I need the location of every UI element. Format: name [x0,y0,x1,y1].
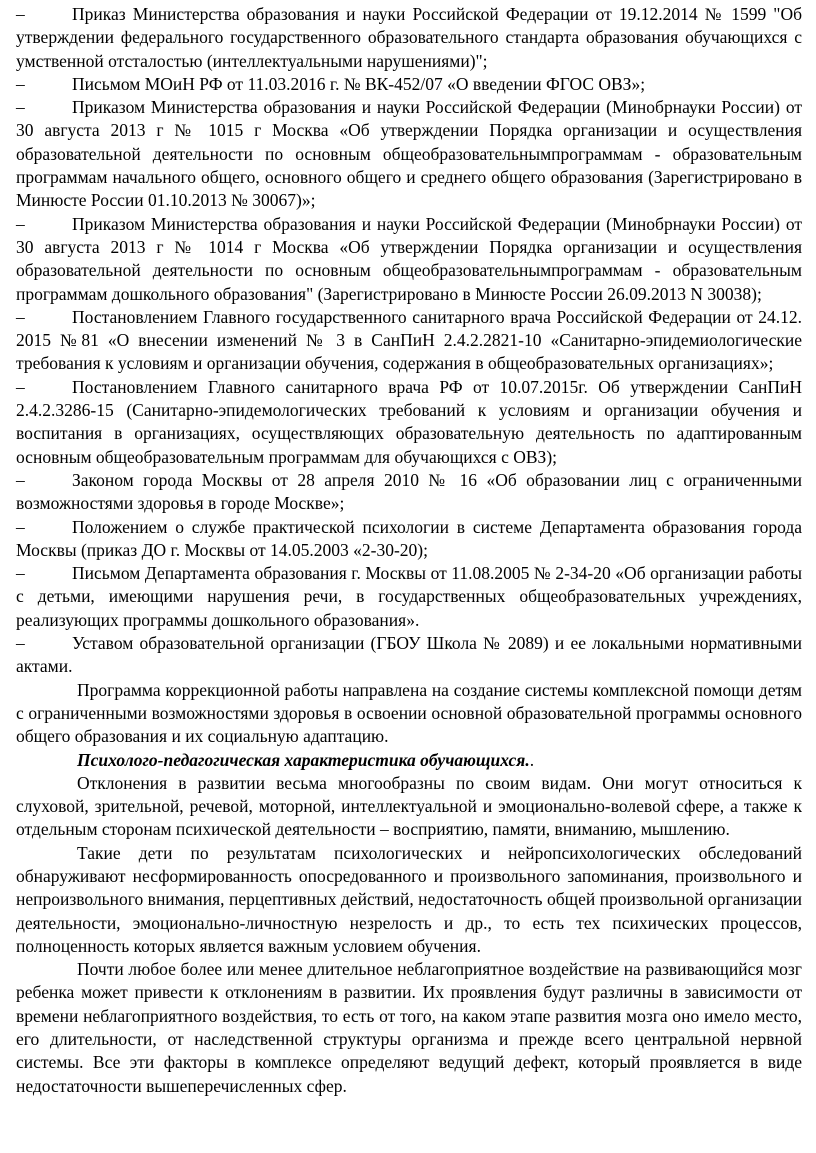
body-paragraph: Отклонения в развитии весьма многообразны по своим видам. Они могут относиться к слуховой, зрительной, речевой, моторной, интеллектуальной и эмоционально-волевой сфере, а также к отдельным сторонам психической деятельности – восприятию, памяти, вниманию, мышлению. [16,772,802,840]
dash-marker: – [16,469,25,490]
list-item-text: Приказом Министерства образования и науки Российской Федерации (Минобрнауки России) от 30 августа 2013 г № 1014 г Москва «Об утверждении Порядка организации и осуществления образовательной деятельности по основным общеобразовательнымпрограммам - образовательным программам дошкольного образования" (Зарегистрировано в Минюсте России 26.09.2013 N 30038); [16,213,802,304]
list-item-text: Приказ Министерства образования и науки Российской Федерации от 19.12.2014 № 1599 "Об утверждении федерального государственного образовательного стандарта образования обучающихся с умственной отсталостью (интеллектуальными нарушениями)"; [16,4,802,71]
list-item [16,96,802,212]
list-item-text: Законом города Москвы от 28 апреля 2010 № 16 «Об образовании лиц с ограниченными возможностями здоровья в городе Москве»; [16,469,802,514]
dash-marker: – [16,516,25,537]
list-item [16,3,802,73]
list-item-text: Письмом Департамента образования г. Москвы от 11.08.2005 № 2-34-20 «Об организации работы с детьми, имеющими нарушения речи, в государственных общеобразовательных учреждениях, реализующих программы дошкольного образования». [16,563,802,630]
section-heading: Психолого-педагогическая характеристика обучающихся. [77,749,530,770]
dash-marker: – [16,306,25,327]
dash-marker: – [16,4,25,24]
list-item-text: Постановлением Главного санитарного врача РФ от 10.07.2015г. Об утверждении СанПиН 2.4.2.3286-15 (Санитарно-эпидемологических требований к условиям и организации обучения и воспитания в организациях, осуществляющих образовательную деятельность по адаптированным основным общеобразовательным программам для обучающихся с ОВЗ); [16,376,802,467]
list-item [16,376,802,469]
body-paragraph: Почти любое более или менее длительное неблагоприятное воздействие на развивающийся мозг ребенка может привести к отклонениям в развитии. Их проявления будут различны в зависимости от времени неблагоприятного воздействия, то есть от того, на каком этапе развития мозга оно имело место, его длительности, от наследственной структуры организма и прежде всего центральной нервной системы. Все эти факторы в комплексе определяют ведущий дефект, который проявляется в виде недостаточности вышеперечисленных сфер. [16,959,802,1096]
list-item-text: Постановлением Главного государственного санитарного врача Российской Федерации от 24.12. 2015 №81 «О внесении изменений № 3 в СанПиН 2.4.2.2821-10 «Санитарно-эпидемиологические требования к условиям и организации обучения, содержания в общеобразовательных организациях»; [16,306,802,374]
list-item [16,516,802,563]
dash-marker: – [16,563,25,584]
body-paragraph: Такие дети по результатам психологических и нейропсихологических обследований обнаруживают несформированность опосредованного и произвольного запоминания, произвольного и непроизвольного внимания, перцептивных действий, недостаточность общей произвольной организации деятельности, эмоционально-личностную незрелость и др., то есть тех психических процессов, полноценность которых является важным условием обучения. [16,842,802,956]
program-paragraph: Программа коррекционной работы направлена на создание системы комплексной помощи детям с ограниченными возможностями здоровья в освоении основной образовательной программы основного общего образования и их социальную адаптацию. [16,679,802,747]
dash-marker: – [16,633,25,654]
list-item [16,213,802,306]
dash-marker: – [16,97,25,118]
list-item [16,562,802,632]
dash-marker: – [16,73,25,94]
list-item [16,632,802,679]
dash-marker: – [16,376,25,397]
list-item-text: Приказом Министерства образования и науки Российской Федерации (Минобрнауки России) от 30 августа 2013 г № 1015 г Москва «Об утверждении Порядка организации и осуществления образовательной деятельности по основным общеобразовательнымпрограммам - образовательным программам начального общего, основного общего и среднего общего образования (Зарегистрировано в Минюсте России 01.10.2013 № 30067)»; [16,97,802,211]
list-item-text: Письмом МОиН РФ от 11.03.2016 г. № ВК-452/07 «О введении ФГОС ОВЗ»; [72,73,646,94]
list-item [16,469,802,516]
list-item-text: Уставом образовательной организации (ГБОУ Школа № 2089) и ее локальными нормативными актами. [16,633,802,677]
section-heading-line [16,749,802,772]
list-item [16,73,802,96]
dash-marker: – [16,213,25,234]
list-item [16,306,802,376]
section-heading-tail: . [529,749,535,770]
list-item-text: Положением о службе практической психологии в системе Департамента образования города Москвы (приказ ДО г. Москвы от 14.05.2003 «2-30-20); [16,516,802,560]
